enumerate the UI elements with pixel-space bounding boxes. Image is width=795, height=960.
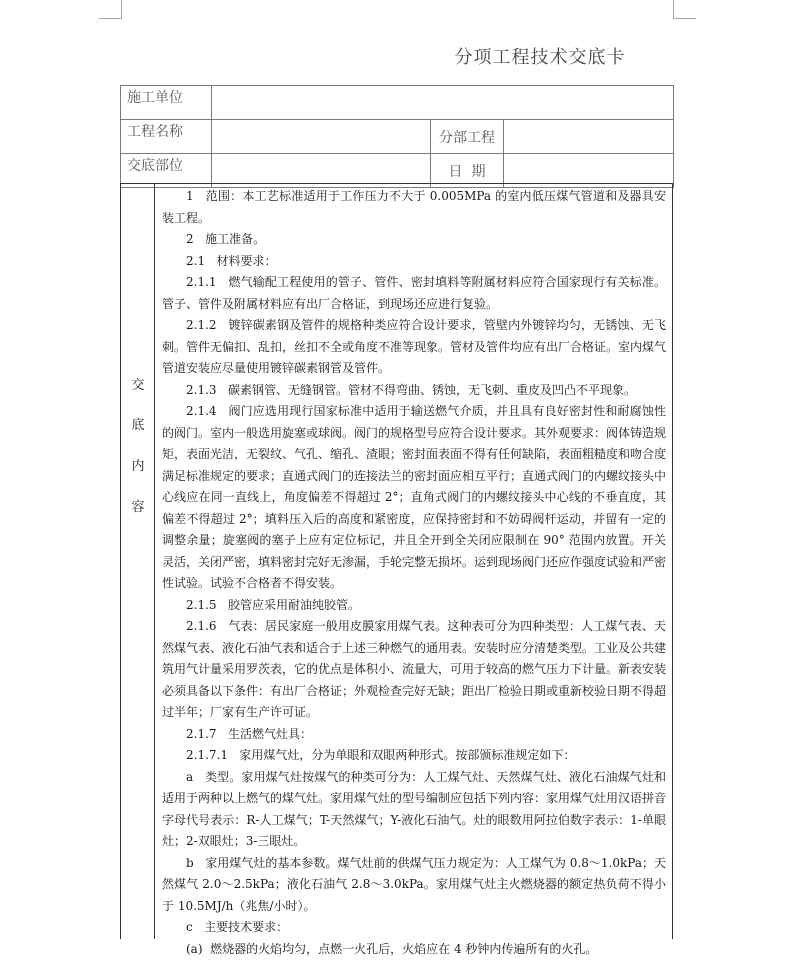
unit-value-cell: [212, 86, 674, 120]
paragraph-2-1-5: 2.1.5 胶管应采用耐油纯胶管。: [162, 595, 666, 617]
paragraph-2-1-3: 2.1.3 碳素钢管、无缝钢管。管材不得弯曲、锈蚀，无飞刺、重皮及凹凸不平现象。: [162, 380, 666, 402]
page-corner-mark-left: [99, 0, 122, 19]
subproject-label: 分部工程: [431, 120, 504, 154]
paragraph-materials: 2.1 材料要求：: [162, 251, 666, 273]
paragraph-2-1-4: 2.1.4 阀门应选用现行国家标准中适用于输送燃气介质，并且具有良好密封性和耐腐蚀性的阀门。室内一般选用旋塞或球阀。阀门的规格型号应符合设计要求。其外观要求：阀体铸造规矩，表面光洁，无裂纹、气孔、缩孔、渣眼；密封面表面不得有任何缺陷，表面粗糙度和吻合度满足标准规定的要求；直通式阀门的连接法兰的密封面应相互平行；直通式阀门的内螺纹接头中心线应在同一直线上，角度偏差不得超过 2°；直角式阀门的内螺纹接头中心线的不垂直度，其偏差不得超过 2°；填料压入后的高度和紧密度，应保持密封和不妨碍阀杆运动，并留有一定的调整余量；旋塞阀的塞子上应有定位标记，并且全开到全关闭应限制在 90° 范围内放置。开关灵活，关闭严密，填料密封完好无渗漏，手轮完整无损坏。运到现场阀门还应作强度试验和严密性试验。试验不合格者不得安装。: [162, 401, 666, 595]
location-label: 交底部位: [121, 154, 212, 188]
side-label-char: 内: [121, 455, 155, 474]
side-label-char: 容: [121, 496, 155, 515]
side-label-char: 交: [121, 374, 155, 393]
project-value-cell: [212, 120, 431, 154]
paragraph-2-1-1: 2.1.1 燃气输配工程使用的管子、管件、密封填料等附属材料应符合国家现行有关标准。管子、管件及附属材料应有出厂合格证，到现场还应进行复验。: [162, 272, 666, 315]
page-corner-mark-right: [673, 0, 696, 19]
paragraph-2-1-7-1: 2.1.7.1 家用煤气灶，分为单眼和双眼两种形式。按部颁标准规定如下：: [162, 745, 666, 767]
paragraph-c: c 主要技术要求：: [162, 917, 666, 939]
paragraph-c-a: (a) 燃烧器的火焰均匀，点燃一火孔后，火焰应在 4 秒钟内传遍所有的火孔。: [162, 939, 666, 960]
paragraph-2-1-7: 2.1.7 生活燃气灶具：: [162, 724, 666, 746]
document-title: 分项工程技术交底卡: [400, 43, 680, 69]
project-label: 工程名称: [121, 120, 212, 154]
disclosure-content-box: [120, 183, 673, 939]
date-label: 日 期: [431, 154, 504, 188]
subproject-value-cell: [504, 120, 674, 154]
paragraph-preparation: 2 施工准备。: [162, 229, 666, 251]
disclosure-text: [162, 186, 666, 960]
header-table: [120, 85, 674, 188]
paragraph-2-1-2: 2.1.2 镀锌碳素钢及管件的规格种类应符合设计要求，管壁内外镀锌均匀，无锈蚀、无飞刺。管件无偏扣、乱扣，丝扣不全或角度不准等现象。管材及管件均应有出厂合格证。室内煤气管道安装应尽量使用镀锌碳素钢管及管件。: [162, 315, 666, 380]
side-label-column: [121, 184, 155, 939]
paragraph-scope: 1 范围：本工艺标准适用于工作压力不大于 0.005MPa 的室内低压煤气管道和及器具安装工程。: [162, 186, 666, 229]
paragraph-a: a 类型。家用煤气灶按煤气的种类可分为：人工煤气灶、天然煤气灶、液化石油煤气灶和适用于两种以上燃气的煤气灶。家用煤气灶的型号编制应包括下列内容：家用煤气灶用汉语拼音字母代号表示：R-人工煤气；T-天然煤气；Y-液化石油气。灶的眼数用阿拉伯数字表示：1-单眼灶；2-双眼灶；3-三眼灶。: [162, 767, 666, 853]
paragraph-2-1-6: 2.1.6 气表：居民家庭一般用皮膜家用煤气表。这种表可分为四种类型：人工煤气表、天然煤气表、液化石油气表和适合于上述三种燃气的通用表。安装时应分清楚类型。工业及公共建筑用气计量采用罗茨表，它的优点是体积小、流量大，可用于较高的燃气压力下计量。新表安装必须具备以下条件：有出厂合格证；外观检查完好无缺；距出厂检验日期或重新校验日期不得超过半年；厂家有生产许可证。: [162, 616, 666, 724]
side-label-char: 底: [121, 414, 155, 433]
unit-label: 施工单位: [121, 86, 212, 120]
paragraph-b: b 家用煤气灶的基本参数。煤气灶前的供煤气压力规定为：人工煤气为 0.8～1.0kPa；天然煤气 2.0～2.5kPa；液化石油气 2.8～3.0kPa。家用煤气灶主火燃烧器的额定热负荷不得小于 10.5MJ/h（兆焦/小时）。: [162, 853, 666, 918]
